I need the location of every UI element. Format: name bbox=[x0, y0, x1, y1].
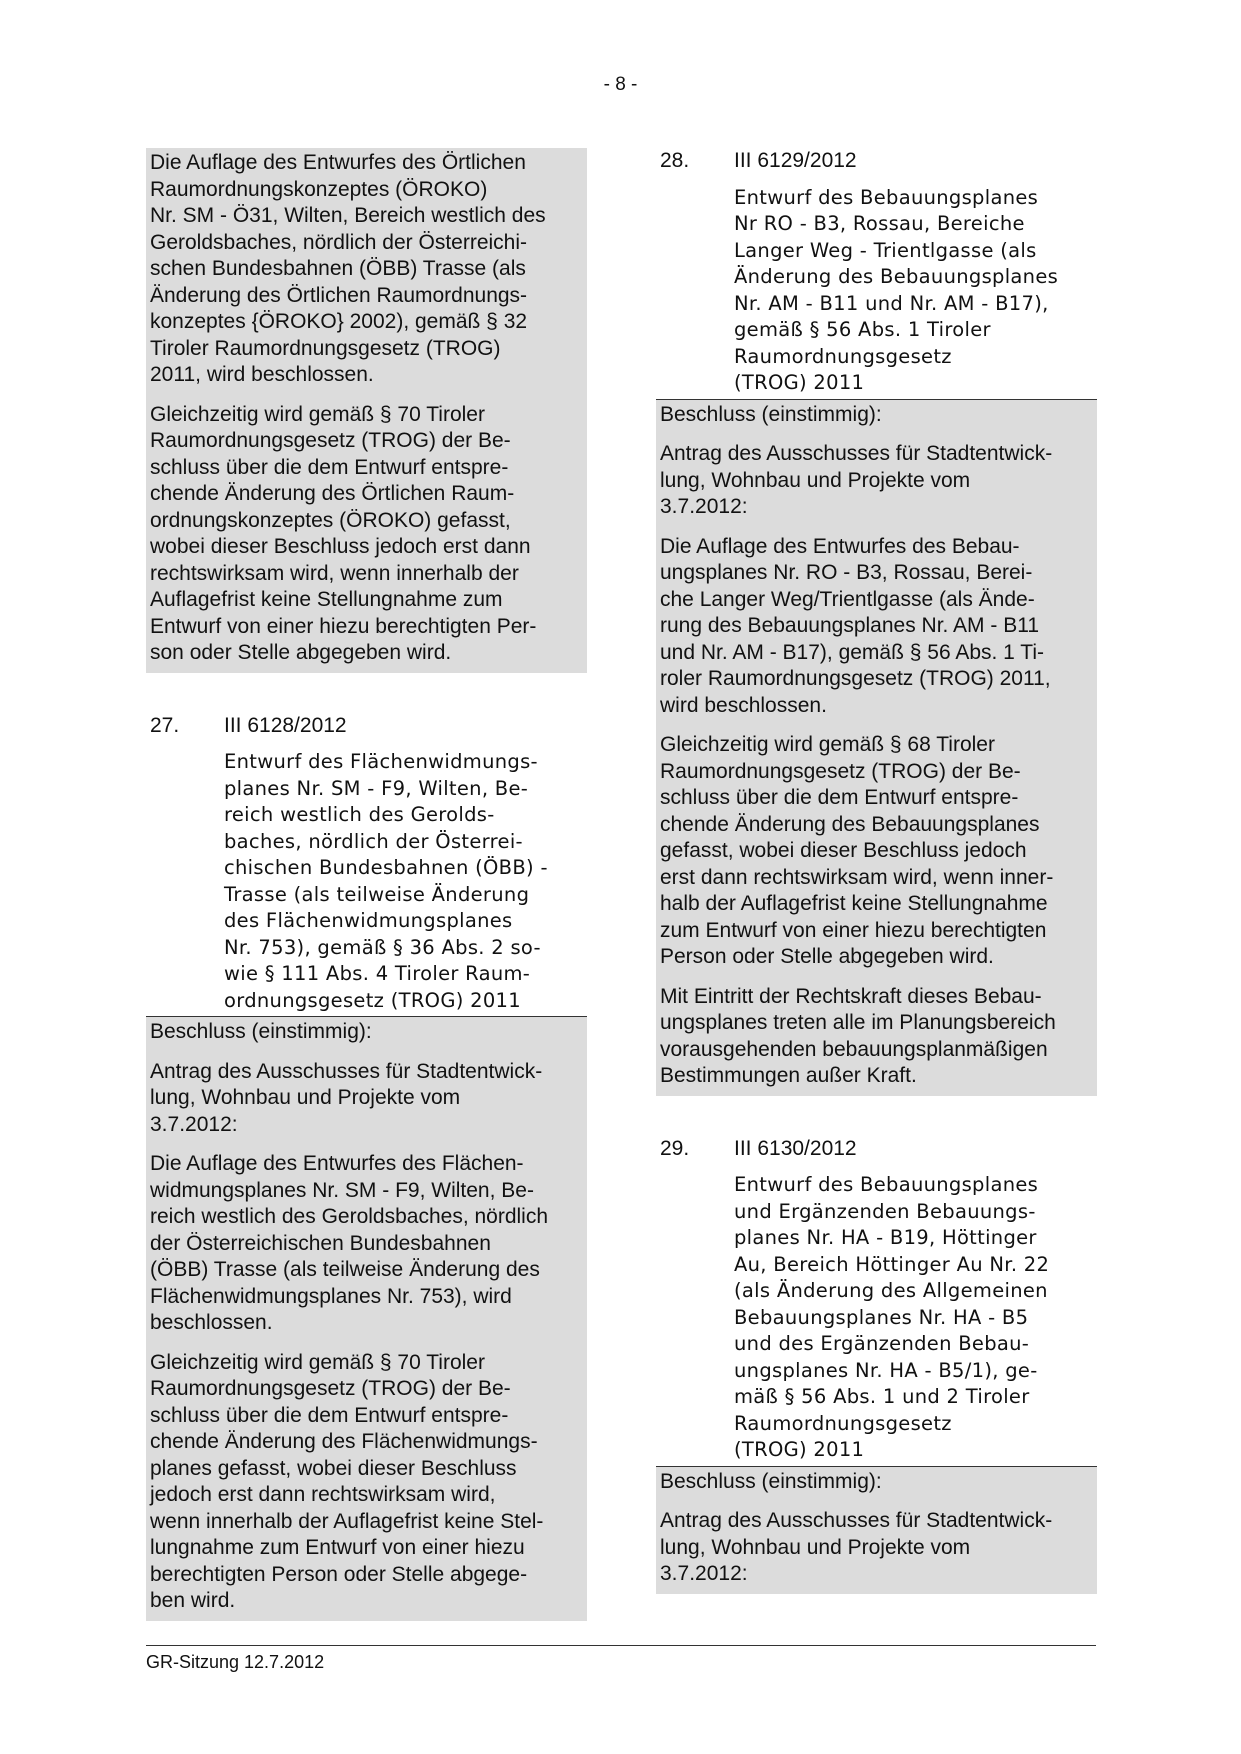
title-line: mäß § 56 Abs. 1 und 2 Tiroler bbox=[734, 1385, 1030, 1408]
title-line: Raumordnungsgesetz bbox=[734, 344, 952, 368]
paragraph bbox=[660, 732, 1093, 971]
title-line: und des Ergänzenden Bebau- bbox=[734, 1332, 1030, 1355]
text-line: schluss über die dem Entwurf entspre- bbox=[150, 455, 509, 479]
text-line: der Österreichischen Bundesbahnen bbox=[150, 1231, 491, 1255]
text-line: Antrag des Ausschusses für Stadtentwick- bbox=[660, 1509, 1053, 1532]
text-line: lungnahme zum Entwurf von einer hiezu bbox=[150, 1536, 525, 1559]
decision-block-29 bbox=[656, 1467, 1097, 1594]
item-number: 27. bbox=[150, 713, 180, 737]
paragraph bbox=[150, 150, 583, 389]
footer: GR-Sitzung 12.7.2012 bbox=[146, 1645, 1096, 1673]
text-line: Antrag des Ausschusses für Stadtentwick- bbox=[660, 442, 1053, 465]
text-line: Änderung des Örtlichen Raumordnungs- bbox=[150, 283, 528, 307]
text-line: Bestimmungen außer Kraft. bbox=[660, 1064, 917, 1087]
text-line: Die Auflage des Entwurfes des Flächen- bbox=[150, 1152, 524, 1175]
text-line: ungsplanes Nr. RO - B3, Rossau, Berei- bbox=[660, 561, 1033, 584]
item-reference: III 6128/2012 bbox=[224, 713, 347, 737]
text-line: Entwurf von einer hiezu berechtigten Per- bbox=[150, 614, 537, 638]
title-line: gemäß § 56 Abs. 1 Tiroler bbox=[734, 318, 991, 341]
text-line: berechtigten Person oder Stelle abgege- bbox=[150, 1562, 528, 1586]
text-line: chende Änderung des Flächenwidmungs- bbox=[150, 1430, 538, 1453]
text-line: Antrag des Ausschusses für Stadtentwick- bbox=[150, 1059, 543, 1083]
title-line: ungsplanes Nr. HA - B5/1), ge- bbox=[734, 1358, 1038, 1382]
text-line: (ÖBB) Trasse (als teilweise Änderung des bbox=[150, 1258, 540, 1281]
text-line: Auflagefrist keine Stellungnahme zum bbox=[150, 588, 503, 611]
text-line: halb der Auflagefrist keine Stellungnahme bbox=[660, 892, 1048, 915]
agenda-item-28-title bbox=[734, 185, 1093, 397]
title-line: Trasse (als teilweise Änderung bbox=[224, 882, 530, 906]
text-line: 3.7.2012: bbox=[150, 1112, 238, 1136]
title-line: chischen Bundesbahnen (ÖBB) - bbox=[224, 856, 548, 879]
agenda-item-29-title bbox=[734, 1172, 1093, 1464]
text-line: rechtswirksam wird, wenn innerhalb der bbox=[150, 561, 519, 585]
item-number: 29. bbox=[660, 1136, 690, 1160]
paragraph bbox=[660, 1508, 1093, 1588]
text-line: 3.7.2012: bbox=[660, 1562, 748, 1585]
item-number: 28. bbox=[660, 149, 690, 172]
paragraph bbox=[150, 1350, 583, 1615]
text-line: Gleichzeitig wird gemäß § 70 Tiroler bbox=[150, 402, 485, 426]
text-line: jedoch erst dann rechtswirksam wird, bbox=[150, 1483, 496, 1506]
paragraph bbox=[660, 534, 1093, 720]
text-line: Die Auflage des Entwurfes des Örtlichen bbox=[150, 151, 526, 174]
text-line: Gleichzeitig wird gemäß § 68 Tiroler bbox=[660, 733, 995, 756]
agenda-item-27-header bbox=[150, 713, 587, 740]
text-line: lung, Wohnbau und Projekte vom bbox=[150, 1086, 461, 1109]
text-line: 3.7.2012: bbox=[660, 495, 748, 518]
title-line: Entwurf des Bebauungsplanes bbox=[734, 1173, 1039, 1196]
paragraph bbox=[660, 1469, 1093, 1496]
text-line: schluss über die dem Entwurf entspre- bbox=[150, 1403, 509, 1427]
text-line: beschlossen. bbox=[150, 1311, 273, 1334]
title-line: des Flächenwidmungsplanes bbox=[224, 909, 513, 932]
paragraph bbox=[150, 1059, 583, 1139]
text-line: zum Entwurf von einer hiezu berechtigten bbox=[660, 918, 1047, 942]
text-line: gefasst, wobei dieser Beschluss jedoch bbox=[660, 839, 1027, 862]
text-line: 2011, wird beschlossen. bbox=[150, 363, 374, 386]
title-line: Bebauungsplanes Nr. HA - B5 bbox=[734, 1305, 1029, 1329]
title-line: (TROG) 2011 bbox=[734, 1438, 865, 1461]
title-line: Nr. 753), gemäß § 36 Abs. 2 so- bbox=[224, 935, 541, 959]
title-line: (als Änderung des Allgemeinen bbox=[734, 1279, 1048, 1302]
item-reference: III 6129/2012 bbox=[734, 149, 857, 172]
text-line: erst dann rechtswirksam wird, wenn inner- bbox=[660, 865, 1054, 889]
text-line: ungsplanes treten alle im Planungsbereich bbox=[660, 1011, 1056, 1034]
title-line: Entwurf des Bebauungsplanes bbox=[734, 185, 1039, 209]
agenda-item-29-header bbox=[660, 1136, 1097, 1163]
text-line: Raumordnungsgesetz (TROG) der Be- bbox=[660, 759, 1021, 783]
right-column bbox=[656, 148, 1097, 1594]
title-line: (TROG) 2011 bbox=[734, 371, 865, 394]
left-column bbox=[146, 148, 587, 1621]
title-line: Nr RO - B3, Rossau, Bereiche bbox=[734, 212, 1025, 235]
text-line: Nr. SM - Ö31, Wilten, Bereich westlich des bbox=[150, 204, 546, 227]
text-line: Geroldsbaches, nördlich der Österreichi- bbox=[150, 230, 527, 254]
text-line: chende Änderung des Bebauungsplanes bbox=[660, 812, 1040, 836]
title-line: ordnungsgesetz (TROG) 2011 bbox=[224, 988, 521, 1012]
text-line: rung des Bebauungsplanes Nr. AM - B11 bbox=[660, 614, 1040, 637]
text-line: und Nr. AM - B17), gemäß § 56 Abs. 1 Ti- bbox=[660, 640, 1045, 664]
agenda-item-28-header bbox=[660, 148, 1097, 175]
paragraph bbox=[150, 1151, 583, 1337]
text-line: Beschluss (einstimmig): bbox=[150, 1020, 372, 1043]
text-line: Raumordnungsgesetz (TROG) der Be- bbox=[150, 1377, 511, 1400]
text-line: reich westlich des Geroldsbaches, nördlich bbox=[150, 1205, 549, 1228]
decision-block-27 bbox=[146, 1017, 587, 1621]
title-line: Änderung des Bebauungsplanes bbox=[734, 265, 1059, 288]
text-line: che Langer Weg/Trientlgasse (als Ände- bbox=[660, 587, 1035, 611]
text-line: widmungsplanes Nr. SM - F9, Wilten, Be- bbox=[150, 1178, 534, 1202]
text-line: schen Bundesbahnen (ÖBB) Trasse (als bbox=[150, 257, 526, 280]
text-line: lung, Wohnbau und Projekte vom bbox=[660, 468, 971, 492]
decision-block-26 bbox=[146, 148, 587, 673]
text-line: Person oder Stelle abgegeben wird. bbox=[660, 945, 994, 968]
text-line: Beschluss (einstimmig): bbox=[660, 402, 882, 426]
title-line: reich westlich des Gerolds- bbox=[224, 803, 495, 826]
text-line: vorausgehenden bebauungsplanmäßigen bbox=[660, 1037, 1048, 1061]
text-line: chende Änderung des Örtlichen Raum- bbox=[150, 482, 515, 505]
title-line: wie § 111 Abs. 4 Tiroler Raum- bbox=[224, 962, 531, 985]
title-line: Raumordnungsgesetz bbox=[734, 1411, 952, 1435]
text-line: Raumordnungsgesetz (TROG) der Be- bbox=[150, 429, 511, 452]
text-line: Beschluss (einstimmig): bbox=[660, 1469, 882, 1493]
paragraph bbox=[660, 441, 1093, 521]
text-line: Flächenwidmungsplanes Nr. 753), wird bbox=[150, 1284, 512, 1308]
title-line: Au, Bereich Höttinger Au Nr. 22 bbox=[734, 1252, 1050, 1276]
text-line: Tiroler Raumordnungsgesetz (TROG) bbox=[150, 336, 501, 360]
text-line: Raumordnungskonzeptes (ÖROKO) bbox=[150, 177, 488, 201]
paragraph bbox=[150, 1019, 583, 1046]
text-line: lung, Wohnbau und Projekte vom bbox=[660, 1535, 971, 1559]
text-line: son oder Stelle abgegeben wird. bbox=[150, 641, 452, 664]
text-line: roler Raumordnungsgesetz (TROG) 2011, bbox=[660, 667, 1051, 690]
text-line: wobei dieser Beschluss jedoch erst dann bbox=[150, 535, 531, 558]
text-line: planes gefasst, wobei dieser Beschluss bbox=[150, 1456, 517, 1480]
title-line: planes Nr. SM - F9, Wilten, Be- bbox=[224, 776, 529, 800]
text-line: ordnungskonzeptes (ÖROKO) gefasst, bbox=[150, 508, 511, 532]
paragraph bbox=[660, 402, 1093, 429]
title-line: planes Nr. HA - B19, Höttinger bbox=[734, 1226, 1037, 1249]
text-line: Die Auflage des Entwurfes des Bebau- bbox=[660, 534, 1020, 558]
agenda-item-27-title bbox=[224, 749, 583, 1014]
page-number: - 8 - bbox=[603, 74, 638, 95]
text-line: wird beschlossen. bbox=[660, 693, 827, 717]
text-line: schluss über die dem Entwurf entspre- bbox=[660, 786, 1019, 809]
text-line: wenn innerhalb der Auflagefrist keine Stel- bbox=[150, 1509, 544, 1533]
text-line: Gleichzeitig wird gemäß § 70 Tiroler bbox=[150, 1350, 485, 1374]
title-line: baches, nördlich der Österrei- bbox=[224, 829, 523, 853]
title-line: und Ergänzenden Bebauungs- bbox=[734, 1199, 1036, 1223]
title-line: Entwurf des Flächenwidmungs- bbox=[224, 750, 538, 773]
text-line: ben wird. bbox=[150, 1589, 236, 1612]
paragraph bbox=[660, 984, 1093, 1090]
title-line: Langer Weg - Trientlgasse (als bbox=[734, 238, 1037, 262]
item-reference: III 6130/2012 bbox=[734, 1136, 857, 1160]
paragraph bbox=[150, 402, 583, 667]
text-line: konzeptes {ÖROKO} 2002), gemäß § 32 bbox=[150, 310, 528, 333]
decision-block-28 bbox=[656, 400, 1097, 1096]
text-line: Mit Eintritt der Rechtskraft dieses Bebau- bbox=[660, 984, 1042, 1008]
title-line: Nr. AM - B11 und Nr. AM - B17), bbox=[734, 291, 1049, 315]
